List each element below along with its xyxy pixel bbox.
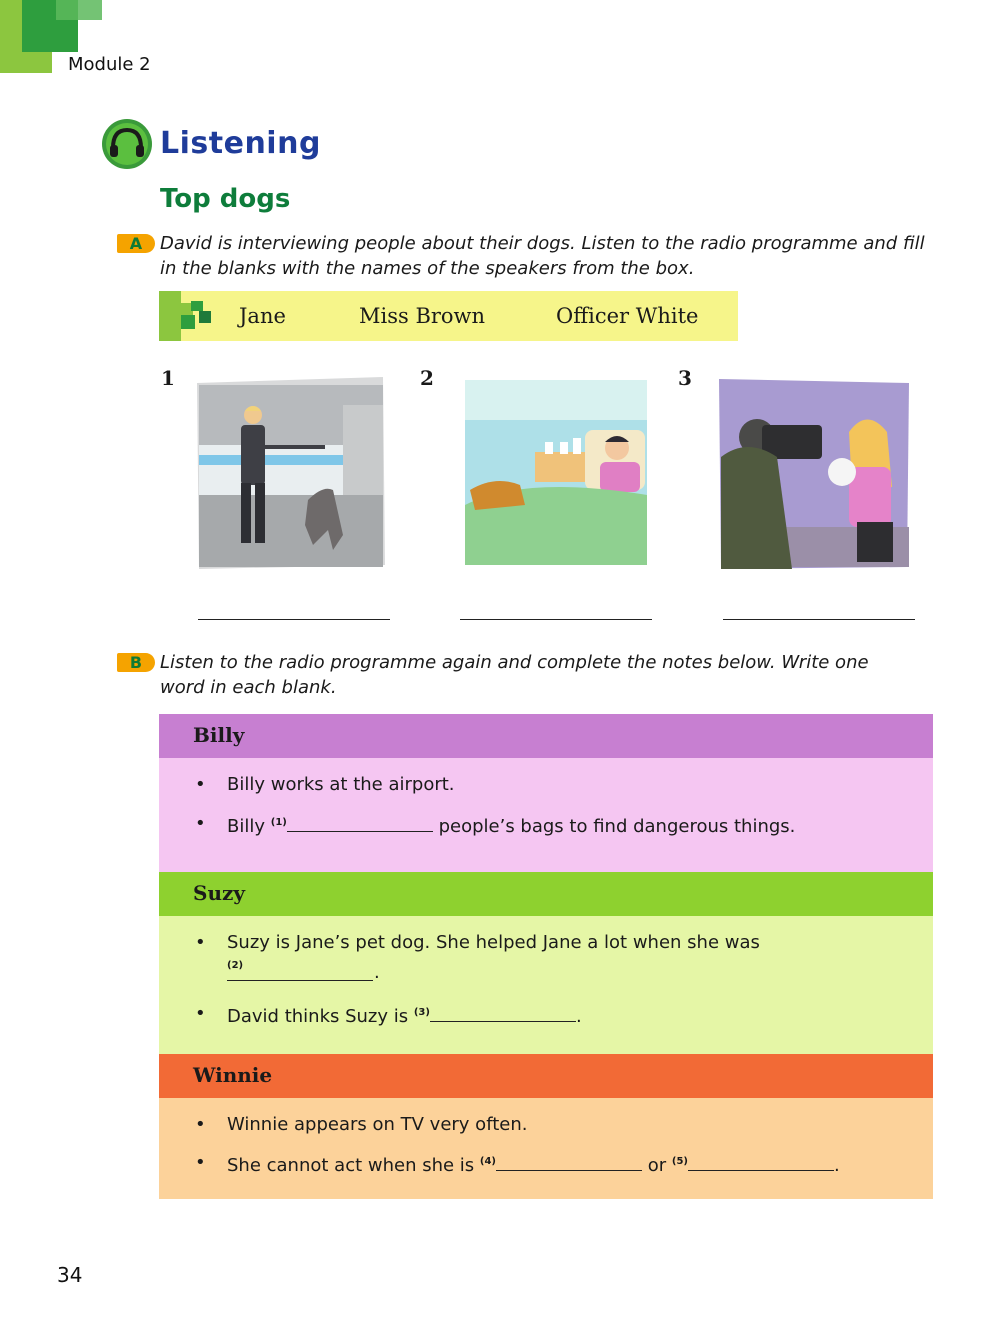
task-b-instruction-line1: Listen to the radio programme again and complete the notes below. Write one xyxy=(160,652,869,673)
task-a-instruction-line2: in the blanks with the names of the speakers from the box. xyxy=(160,258,695,279)
suzy-note-1: Suzy is Jane’s pet dog. She helped Jane a lot when she was xyxy=(227,932,760,953)
blank-5[interactable] xyxy=(688,1152,834,1171)
winnie-note-1: Winnie appears on TV very often. xyxy=(227,1114,528,1135)
bullet-icon: • xyxy=(195,932,206,953)
billy-note-1: Billy works at the airport. xyxy=(227,774,455,795)
name-option-miss-brown: Miss Brown xyxy=(359,304,486,328)
winnie-heading: Winnie xyxy=(193,1063,273,1087)
blank-4[interactable] xyxy=(496,1152,642,1171)
task-b-badge: B xyxy=(117,653,155,672)
picture-airport-officer-dog xyxy=(193,375,389,571)
bullet-icon: • xyxy=(195,813,206,834)
suzy-note-2: David thinks Suzy is $^{(3)}$ . xyxy=(227,1003,582,1027)
name-box-square xyxy=(199,311,211,323)
blank-1[interactable] xyxy=(287,813,433,832)
winnie-note-2-start: She cannot act when she is xyxy=(227,1155,475,1176)
billy-note-2-start: Billy xyxy=(227,816,266,837)
bullet-icon: • xyxy=(195,1003,206,1024)
blank-number-2: (2) xyxy=(227,960,244,971)
blank-2[interactable] xyxy=(227,980,373,981)
billy-note-2 xyxy=(227,813,795,837)
picture-number-1: 1 xyxy=(161,366,175,390)
winnie-note-2-or: or xyxy=(647,1155,667,1176)
picture-number-2: 2 xyxy=(420,366,434,390)
billy-heading: Billy xyxy=(193,723,245,747)
bullet-icon: • xyxy=(195,774,206,795)
section-title: Listening xyxy=(160,126,321,161)
name-box-tab xyxy=(159,291,181,341)
bullet-icon: • xyxy=(195,1114,206,1135)
winnie-note-2: She cannot act when she is $^{(4)}$ or $^{(5)}$ . xyxy=(227,1152,840,1176)
blank-3[interactable] xyxy=(430,1003,576,1022)
corner-decoration-mid xyxy=(56,0,102,20)
billy-note-2-end: people’s bags to find dangerous things. xyxy=(438,816,796,837)
name-box xyxy=(159,291,738,341)
suzy-note-2-start: David thinks Suzy is xyxy=(227,1006,409,1027)
section-subtitle: Top dogs xyxy=(160,184,291,214)
blank-number-5: (5) xyxy=(671,1156,689,1167)
name-box-square xyxy=(191,301,203,311)
name-option-jane: Jane xyxy=(239,304,286,328)
picture-number-3: 3 xyxy=(678,366,692,390)
billy-header xyxy=(159,714,933,758)
answer-line-1[interactable] xyxy=(198,619,390,620)
suzy-heading: Suzy xyxy=(193,881,245,905)
bullet-icon: • xyxy=(195,1152,206,1173)
picture-girl-in-bed-dog xyxy=(465,380,647,565)
answer-line-2[interactable] xyxy=(460,619,652,620)
suzy-header xyxy=(159,872,933,916)
headphones-icon xyxy=(101,118,153,170)
blank-number-1: (1) xyxy=(270,817,287,828)
task-b-instruction-line2: word in each blank. xyxy=(160,677,337,698)
period: . xyxy=(374,962,380,983)
task-a-badge: A xyxy=(117,234,155,253)
answer-line-3[interactable] xyxy=(723,619,915,620)
task-a-instruction-line1: David is interviewing people about their dogs. Listen to the radio programme and fill xyxy=(160,233,925,254)
blank-number-3: (3) xyxy=(413,1007,430,1018)
name-option-officer-white: Officer White xyxy=(556,304,699,328)
winnie-header xyxy=(159,1054,933,1098)
module-label: Module 2 xyxy=(68,54,151,75)
page-number: 34 xyxy=(57,1263,83,1287)
blank-number-4: (4) xyxy=(479,1156,497,1167)
name-box-square xyxy=(181,315,195,329)
picture-camera-woman-dog xyxy=(717,377,910,571)
